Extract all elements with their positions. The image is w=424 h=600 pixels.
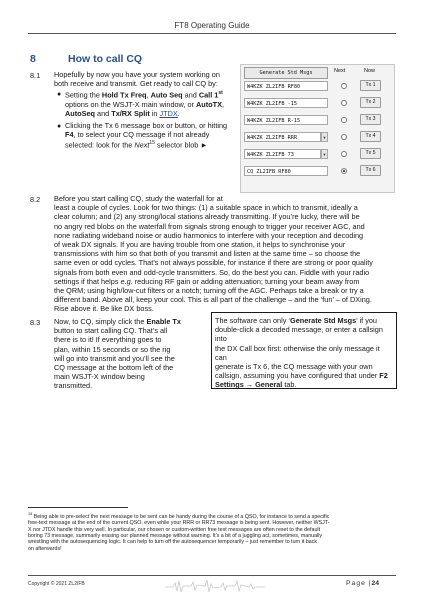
paragraph-number-8-1: 8.1 xyxy=(30,71,41,80)
paragraph-number-8-3: 8.3 xyxy=(30,318,41,327)
tx5-dropdown-arrow-icon[interactable]: ▼ xyxy=(321,149,328,159)
tx4-dropdown-arrow-icon[interactable]: ▼ xyxy=(321,132,328,142)
footnote-divider xyxy=(28,507,128,508)
tx5-message-field[interactable]: W4KZK ZL2IFB 73 xyxy=(244,149,321,159)
tx1-next-radio[interactable] xyxy=(341,83,347,89)
bullet-icon: ● xyxy=(57,91,62,98)
footnote-15: $^{15}$ Being able to pre-select the next message to be sent can be handy during the course of a QSO, for instance to send a specific free-text message at the end of the current QSO, even while your RRR or RR73 message is being sent. However, neither WSJT- X nor JTDX handle this very well. In particular, our chosen or custom-written free text messages are often reset to the default boring 73 message, summarily erasing our planned message without warning. It’s a bit of a juggling act, sometimes, manually wrestling with the autosequencing logic. It can help to turn off the autosequencer temporarily – just remember to turn it back on afterwards! xyxy=(28,512,330,552)
tx3-message-field[interactable]: W4KZK ZL2IFB R-15 xyxy=(244,115,328,125)
tx2-next-radio[interactable] xyxy=(341,100,347,106)
tx5-button[interactable]: Tx 5 xyxy=(360,148,381,159)
paragraph-8-3: Now, to CQ, simply click the Enable Tx button to start calling CQ. That’s all there is to it! If everything goes to plan, within 15 seconds or so the rig will go into transmit and you’ll see the CQ message at the bottom left of the main WSJT-X window being transmitted. xyxy=(54,317,181,391)
paragraph-number-8-2: 8.2 xyxy=(30,195,41,204)
paragraph-8-2: Before you start calling CQ, study the waterfall for at least a couple of cycles. Look for two things: (1) a suitable space in which to transmit, ideally a clear column; and (2) any strong/local stations already transmitting. If you’re lucky, there will be no angry red blobs on the waterfall from signals strong enough to trigger your receiver AGC, and none radiating wideband noise or audio harmonics to interfere with your reception and decoding of weak DX signals. If you are having trouble from one station, it helps to synchronise your transmissions with him so that both of you transmit and listen at the same time – so choose the same even or odd cycles. That’s not always possible, for instance if there are strong or poor quality signals from both even and odd-cycle transmitters. So, do the best you can. Fiddle with your radio settings if that helps e.g. reducing RF gain or adding attenuation; turning your beam away from the QRM; using high/low-cut filters or a notch; turning off the AGC. Perhaps take a break or try a different band. Above all, keep your cool. This is all part of the challenge – and the ‘fun’ – of DXing. Rise above it. Be like DX boss. xyxy=(54,194,373,314)
bullet-icon: ● xyxy=(57,123,62,130)
page-header-title: FT8 Operating Guide xyxy=(174,21,250,30)
tx2-message-field[interactable]: W4KZK ZL2IFB -15 xyxy=(244,98,328,108)
tx3-next-radio[interactable] xyxy=(341,117,347,123)
tx1-message-field[interactable]: W4KZK ZL2IFB RF80 xyxy=(244,81,328,91)
tip-box-text: The software can only ‘Generate Std Msgs’ if you double-click a decoded message, or enter a callsign into the DX Call box first: otherwise the only message it can generate is Tx 6, the CQ message with your own callsign, assuming you have configured that under F2 Settings → General tab. xyxy=(215,316,388,390)
tx5-next-radio[interactable] xyxy=(341,151,347,157)
tx6-button[interactable]: Tx 6 xyxy=(360,165,381,176)
tx4-message-field[interactable]: W4KZK ZL2IFB RRR xyxy=(244,132,321,142)
signal-waveform-icon xyxy=(165,577,265,595)
tx6-next-radio-selected[interactable] xyxy=(341,168,347,174)
bullet-setting-options: Setting the Hold Tx Freq, Auto Seq and Call 1st options on the WSJT-X main window, or AutoTX, AutoSeq and Tx/RX Split in JTDX. xyxy=(65,90,224,118)
header-divider xyxy=(28,33,396,34)
tx2-button[interactable]: Tx 2 xyxy=(360,97,381,108)
paragraph-8-1: Hopefully by now you have your system working on both receive and transmit. Get ready to call CQ by: xyxy=(54,70,220,89)
page-number: Page |24 xyxy=(346,580,380,587)
section-number: 8 xyxy=(30,53,36,65)
copyright-text: Copyright © 2021 ZL2IFB xyxy=(28,581,85,587)
footer-divider xyxy=(28,575,396,576)
tx1-button[interactable]: Tx 1 xyxy=(360,80,381,91)
now-column-label: Now xyxy=(364,68,376,74)
section-title: How to call CQ xyxy=(68,53,143,65)
tx3-button[interactable]: Tx 3 xyxy=(360,114,381,125)
tx4-button[interactable]: Tx 4 xyxy=(360,131,381,142)
tx4-next-radio[interactable] xyxy=(341,134,347,140)
generate-std-msgs-button[interactable]: Generate Std Msgs xyxy=(244,67,328,79)
jtdx-link[interactable]: JTDX xyxy=(159,108,178,118)
bullet-select-cq: Clicking the Tx 6 message box or button, or hitting F4, to select your CQ message if not already selected: look for the Next$^{15}$ selector blob ► xyxy=(65,121,228,150)
next-column-label: Next xyxy=(334,68,346,74)
tx6-message-field[interactable]: CQ ZL2IFB RF80 xyxy=(244,166,328,176)
